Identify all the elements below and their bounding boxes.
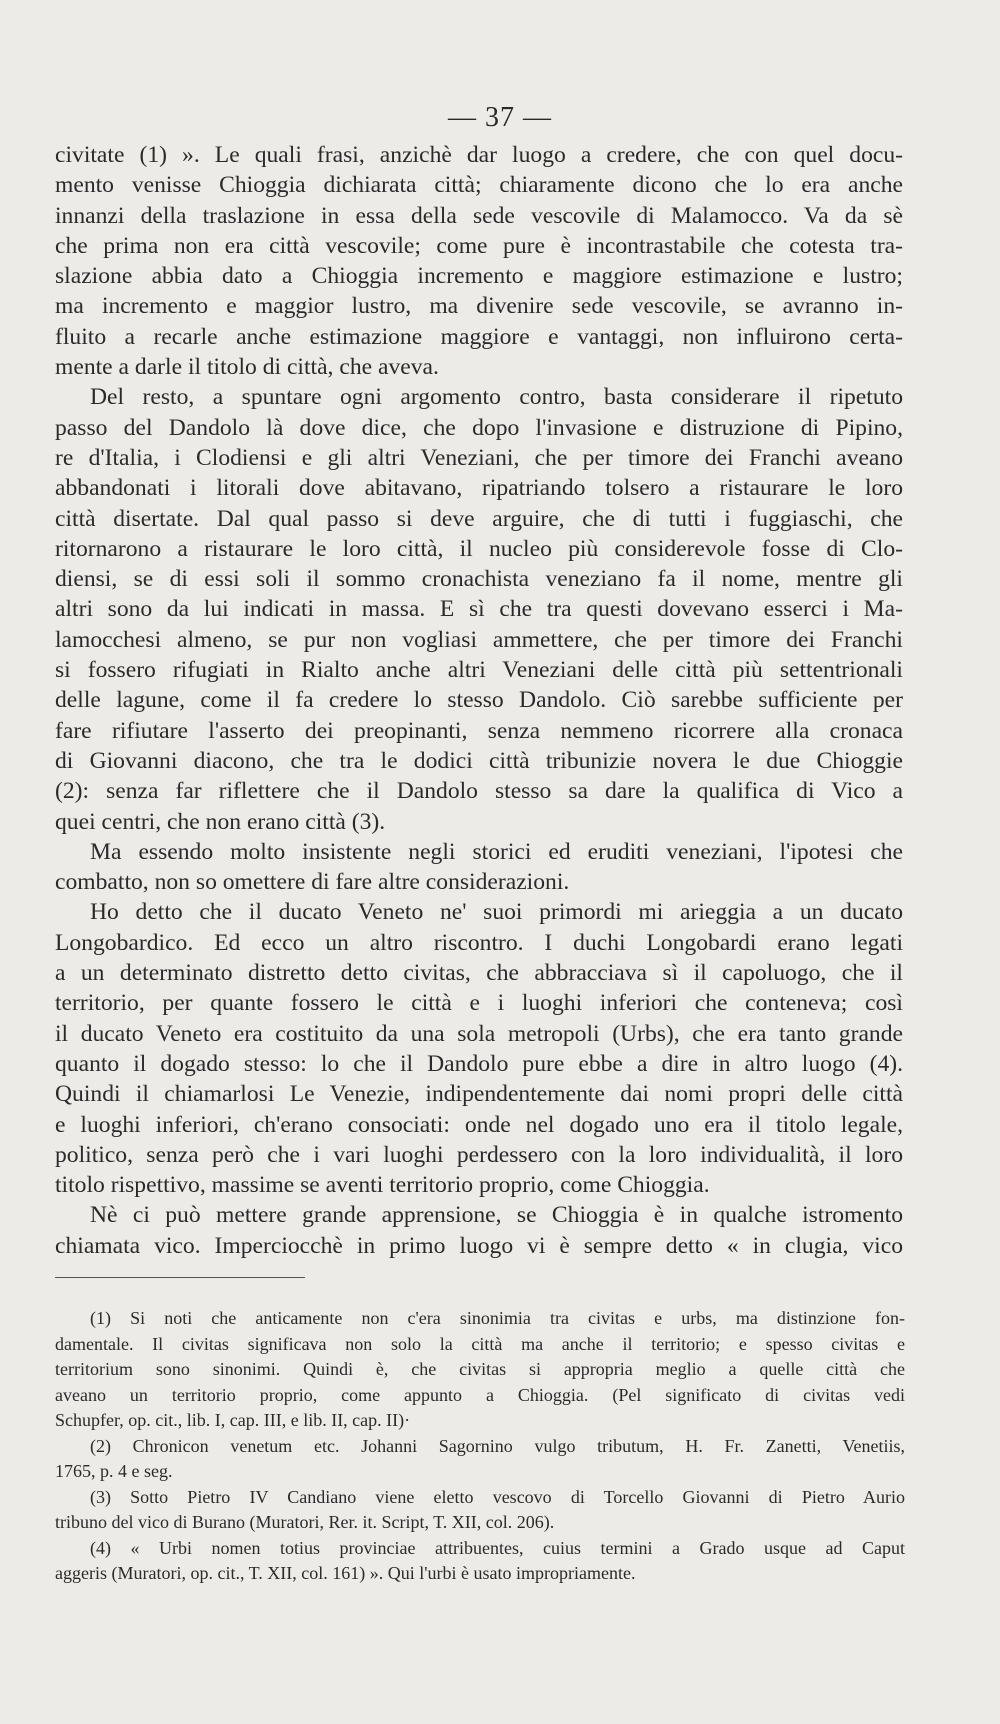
text-line: slazione abbia dato a Chioggia incremento e maggiore estimazione e lustro; [55,263,903,290]
text-line: fare rifiutare l'asserto dei preopinanti, senza nemmeno ricorrere alla cronaca [55,717,903,744]
text-line: combatto, non so omettere di fare altre considerazioni. [55,869,570,896]
text-line: mente a darle il titolo di città, che aveva. [55,354,439,381]
footnote-line: (4) « Urbi nomen totius provinciae attribuentes, cuius termini a Grado usque ad Caput [90,1537,905,1558]
text-line: quanto il dogado stesso: lo che il Dandolo pure ebbe a dire in altro luogo (4). [55,1050,903,1077]
text-line: (2): senza far riflettere che il Dandolo stesso sa dare la qualifica di Vico a [55,778,903,805]
footnote-line: damentale. Il civitas significava non solo la città ma anche il territorio; e spesso civitas e [55,1333,905,1354]
text-line: di Giovanni diacono, che tra le dodici città tribunizie novera le due Chioggie [55,747,903,774]
text-line: a un determinato distretto detto civitas, che abbracciava sì il capoluogo, che il [55,960,903,987]
text-line: ma incremento e maggior lustro, ma divenire sede vescovile, se avranno in- [55,293,903,320]
text-line: altri sono da lui indicati in massa. E sì che tra questi dovevano esserci i Ma- [55,596,903,623]
text-line: e luoghi inferiori, ch'erano consociati: onde nel dogado uno era il titolo legale, [55,1111,903,1138]
text-line: quei centri, che non erano città (3). [55,808,386,835]
text-line: il ducato Veneto era costituito da una sola metropoli (Urbs), che era tanto grande [55,1020,903,1047]
text-line: delle lagune, come il fa credere lo stesso Dandolo. Ciò sarebbe sufficiente per [55,687,903,714]
text-line: Del resto, a spuntare ogni argomento contro, basta considerare il ripetuto [90,384,903,411]
text-line: passo del Dandolo là dove dice, che dopo l'invasione e distruzione di Pipino, [55,414,903,441]
text-line: civitate (1) ». Le quali frasi, anzichè dar luogo a credere, che con quel docu- [55,142,903,168]
text-line: diensi, se di essi soli il sommo cronachista veneziano fa il nome, mentre gli [55,566,903,593]
footnote-line: tribuno del vico di Burano (Muratori, Rer. it. Script, T. XII, col. 206). [55,1512,555,1532]
text-line: Quindi il chiamarlosi Le Venezie, indipendentemente dai nomi propri delle città [55,1081,903,1108]
text-line: re d'Italia, i Clodiensi e gli altri Veneziani, che per timore dei Franchi aveano [55,444,903,471]
text-line: Nè ci può mettere grande apprensione, se Chioggia è in qualche istromento [90,1202,903,1229]
text-line: Ma essendo molto insistente negli storici ed eruditi veneziani, l'ipotesi che [90,838,903,865]
footnote-line: (2) Chronicon venetum etc. Johanni Sagornino vulgo tributum, H. Fr. Zanetti, Venetiis, [90,1435,905,1456]
page-number: — 37 — [448,102,552,133]
footnotes [55,1306,905,1587]
footnote-line: territorium sono sinonimi. Quindi è, che civitas si appropria meglio a quelle città che [55,1359,905,1379]
footnote-line: 1765, p. 4 e seg. [55,1461,173,1481]
text-line: abbandonati i litorali dove abitavano, ripatriando tolsero a ristaurare le loro [55,475,903,502]
text-line: ritornarono a ristaurare le loro città, il nucleo più considerevole fosse di Clo- [55,535,903,562]
text-line: mento venisse Chioggia dichiarata città; chiaramente dicono che lo era anche [55,172,903,199]
text-line: città disertate. Dal qual passo si deve arguire, che di tutti i fuggiaschi, che [55,505,903,532]
text-line: innanzi della traslazione in essa della sede vescovile di Malamocco. Va da sè [55,202,903,229]
text-line: politico, senza però che i vari luoghi perdessero con la loro individualità, il loro [55,1141,903,1168]
text-line: Longobardico. Ed ecco un altro riscontro. I duchi Longobardi erano legati [55,929,903,956]
footnote-line: (3) Sotto Pietro IV Candiano viene eletto vescovo di Torcello Giovanni di Pietro Aurio [90,1486,905,1507]
text-line: si fossero rifugiati in Rialto anche altri Veneziani delle città più settentrionali [55,657,903,684]
footnote-line: (1) Si noti che anticamente non c'era sinonimia tra civitas e urbs, ma distinzione fon- [90,1308,905,1328]
text-line: che prima non era città vescovile; come pure è incontrastabile che cotesta tra- [55,232,903,259]
text-line: titolo rispettivo, massime se aventi territorio proprio, come Chioggia. [55,1172,710,1199]
text-line: lamocchesi almeno, se pur non vogliasi ammettere, che per timore dei Franchi [55,626,903,653]
footnote-line: aveano un territorio proprio, come appunto a Chioggia. (Pel significato di civitas vedi [55,1384,905,1405]
text-line: fluito a recarle anche estimazione maggiore e vantaggi, non influirono certa- [55,323,903,350]
main-text [55,140,903,1261]
text-line: chiamata vico. Imperciocchè in primo luogo vi è sempre detto « in clugia, vico [55,1232,903,1259]
footnote-line: Schupfer, op. cit., lib. I, cap. III, e lib. II, cap. II)· [55,1410,411,1430]
footnote-line: aggeris (Muratori, op. cit., T. XII, col. 161) ». Qui l'urbi è usato impropriamente. [55,1563,636,1583]
text-line: territorio, per quante fossero le città e i luoghi inferiori che conteneva; così [55,990,903,1017]
text-line: Ho detto che il ducato Veneto ne' suoi primordi mi arieggia a un ducato [90,899,903,926]
footnote-separator [55,1277,305,1278]
